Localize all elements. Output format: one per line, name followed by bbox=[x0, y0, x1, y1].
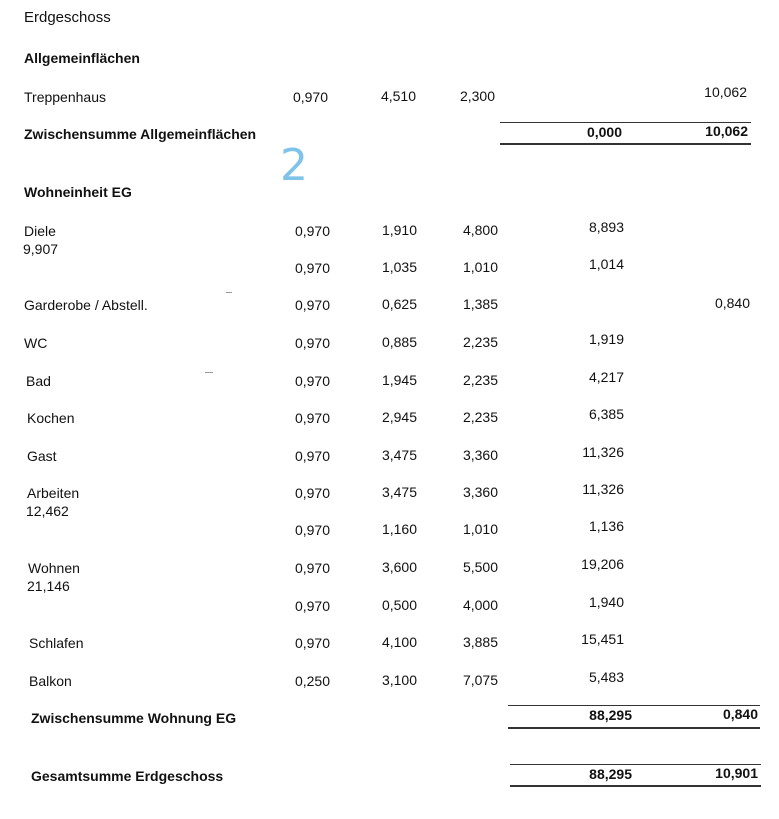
handwritten-mark: 2 bbox=[280, 140, 308, 191]
cell-factor: 0,970 bbox=[294, 560, 330, 576]
total-sum-1: 88,295 bbox=[589, 766, 632, 782]
cell-sum-2: 10,062 bbox=[704, 84, 747, 100]
cell-factor: 0,970 bbox=[294, 410, 330, 426]
cell-width: 2,235 bbox=[462, 409, 498, 425]
cell-length: 1,160 bbox=[381, 521, 417, 537]
cell-sum-2: 0,840 bbox=[714, 295, 750, 311]
cell-width: 4,000 bbox=[462, 597, 498, 613]
subtotal-label-unit: Zwischensumme Wohnung EG bbox=[31, 710, 237, 726]
cell-factor: 0,970 bbox=[292, 89, 328, 105]
total-label: Gesamtsumme Erdgeschoss bbox=[31, 768, 224, 784]
cell-width: 3,885 bbox=[462, 634, 498, 650]
cell-factor: 0,970 bbox=[294, 485, 330, 501]
row-label: Balkon bbox=[29, 673, 72, 689]
row-label: Bad bbox=[26, 373, 51, 389]
cell-factor: 0,970 bbox=[294, 522, 330, 538]
row-label: Arbeiten bbox=[27, 485, 80, 501]
cell-factor: 0,970 bbox=[294, 297, 330, 313]
page-title: Erdgeschoss bbox=[24, 9, 111, 26]
cell-length: 1,035 bbox=[381, 259, 417, 275]
cell-factor: 0,970 bbox=[294, 598, 330, 614]
total-rule-bottom bbox=[510, 785, 761, 787]
section-heading-general: Allgemeinflächen bbox=[24, 50, 140, 66]
scan-speck bbox=[226, 292, 232, 293]
cell-width: 4,800 bbox=[462, 222, 498, 238]
cell-sum-1: 15,451 bbox=[581, 631, 624, 647]
cell-length: 4,100 bbox=[381, 634, 417, 650]
row-label: WC bbox=[24, 335, 48, 351]
row-subtotal-note: 9,907 bbox=[23, 241, 59, 257]
cell-factor: 0,970 bbox=[294, 260, 330, 276]
cell-sum-1: 1,940 bbox=[588, 594, 624, 610]
cell-factor: 0,970 bbox=[294, 448, 330, 464]
cell-width: 1,010 bbox=[462, 521, 498, 537]
cell-sum-1: 1,919 bbox=[588, 331, 624, 347]
row-label: Treppenhaus bbox=[24, 89, 106, 105]
cell-width: 2,235 bbox=[462, 334, 498, 350]
row-label: Kochen bbox=[27, 410, 75, 426]
subtotal-label-general: Zwischensumme Allgemeinflächen bbox=[24, 126, 257, 142]
cell-length: 0,625 bbox=[381, 296, 417, 312]
cell-width: 1,010 bbox=[462, 259, 498, 275]
cell-sum-1: 19,206 bbox=[581, 556, 624, 572]
cell-width: 3,360 bbox=[462, 484, 498, 500]
cell-sum-1: 6,385 bbox=[588, 406, 624, 422]
cell-length: 1,910 bbox=[381, 222, 417, 238]
row-label: Garderobe / Abstell. bbox=[24, 297, 148, 313]
cell-sum-1: 11,326 bbox=[582, 444, 624, 460]
cell-factor: 0,970 bbox=[294, 335, 330, 351]
cell-length: 3,475 bbox=[381, 484, 417, 500]
subtotal-unit-sum-1: 88,295 bbox=[589, 707, 632, 723]
cell-sum-1: 4,217 bbox=[588, 369, 624, 385]
subtotal-general-sum-1: 0,000 bbox=[586, 124, 622, 140]
total-sum-2: 10,901 bbox=[715, 765, 758, 781]
cell-width: 3,360 bbox=[462, 447, 498, 463]
subtotal-general-sum-2: 10,062 bbox=[705, 123, 748, 139]
cell-width: 2,235 bbox=[462, 372, 498, 388]
cell-factor: 0,970 bbox=[294, 635, 330, 651]
cell-length: 0,885 bbox=[381, 334, 417, 350]
cell-length: 2,945 bbox=[381, 409, 417, 425]
cell-width: 5,500 bbox=[462, 559, 498, 575]
cell-length: 3,100 bbox=[381, 672, 417, 688]
cell-sum-1: 1,136 bbox=[588, 518, 624, 534]
row-subtotal-note: 12,462 bbox=[26, 503, 69, 519]
cell-factor: 0,250 bbox=[294, 673, 330, 689]
cell-sum-1: 11,326 bbox=[582, 481, 624, 497]
row-subtotal-note: 21,146 bbox=[27, 578, 70, 594]
row-label: Diele bbox=[24, 223, 56, 239]
cell-sum-1: 8,893 bbox=[588, 219, 624, 235]
cell-length: 1,945 bbox=[381, 372, 417, 388]
subtotal-unit-sum-2: 0,840 bbox=[722, 706, 758, 722]
row-label: Gast bbox=[27, 448, 57, 464]
cell-length: 3,600 bbox=[381, 559, 417, 575]
row-label: Wohnen bbox=[28, 560, 80, 576]
cell-length: 4,510 bbox=[380, 88, 416, 104]
cell-sum-1: 1,014 bbox=[588, 256, 624, 272]
subtotal-rule-bottom bbox=[508, 727, 760, 729]
cell-width: 7,075 bbox=[462, 672, 498, 688]
section-heading-unit: Wohneinheit EG bbox=[24, 184, 132, 200]
cell-width: 1,385 bbox=[462, 296, 498, 312]
subtotal-rule-bottom bbox=[500, 143, 751, 145]
cell-length: 0,500 bbox=[381, 597, 417, 613]
cell-length: 3,475 bbox=[381, 447, 417, 463]
cell-width: 2,300 bbox=[459, 88, 495, 104]
cell-factor: 0,970 bbox=[294, 373, 330, 389]
cell-factor: 0,970 bbox=[294, 223, 330, 239]
scan-speck bbox=[205, 372, 213, 373]
row-label: Schlafen bbox=[29, 635, 84, 651]
cell-sum-1: 5,483 bbox=[588, 669, 624, 685]
